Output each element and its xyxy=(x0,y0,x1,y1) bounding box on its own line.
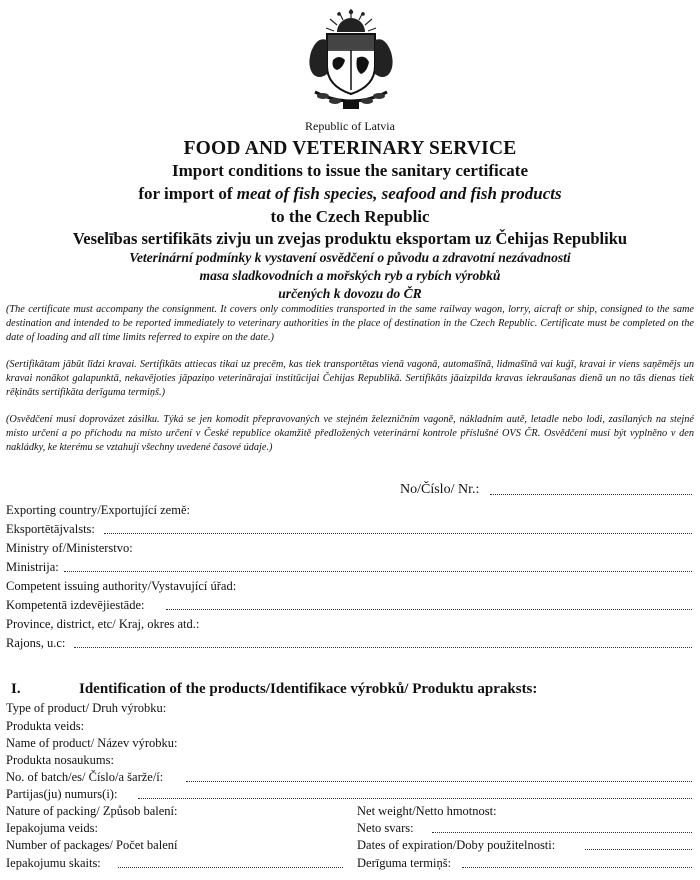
eksportetajvalsts-field[interactable] xyxy=(104,533,692,534)
batch-field[interactable] xyxy=(186,781,692,782)
partijas-label: Partijas(ju) numurs(i): xyxy=(6,787,118,801)
note-czech: (Osvědčení musí doprovázet zásilku. Týká se jen komodit přepravovaných ve stejném železničním vagoně, nákladním autě, letadle nebo lodi, zasílaných na stejné místo určení a po příchodu na místo určení v České republice okamžitě předložených veterinární kontrole příslušné OVS ČR. Osvědčení musí být vyplněno v den nakládky, ke kterému se vztahují všechny uvedené časové údaje.) xyxy=(6,414,694,453)
note-english: (The certificate must accompany the consignment. It covers only commodities transported in the same railway wagon, lorry, aicraft or ship, consigned to the same destination and intended to be reported immediately to veterinary authorities in the place of destination in the Czech Republic. Certificate must be completed on the date of loading and all time limits referred to expire on the date.) xyxy=(6,304,694,343)
ministrija-label: Ministrija: xyxy=(6,560,59,574)
kompetenta-field[interactable] xyxy=(166,609,692,610)
exporting-country-label: Exporting country/Exportující země: xyxy=(6,503,190,517)
latvian-title: Veselības sertifikāts zivju un zvejas produktu eksportam uz Čehijas Republiku xyxy=(72,229,628,248)
batch-label: No. of batch/es/ Číslo/a šarže/í: xyxy=(6,770,164,784)
net-weight-label: Net weight/Netto hmotnost: xyxy=(357,804,497,818)
deriguma-label: Derīguma termiņš: xyxy=(357,856,452,870)
product-name-label: Name of product/ Název výrobku: xyxy=(6,736,178,750)
section-1-number: I. xyxy=(11,681,21,697)
conditions-line-1: Import conditions to issue the sanitary certificate xyxy=(171,161,528,180)
service-title: FOOD AND VETERINARY SERVICE xyxy=(183,138,517,159)
rajons-field[interactable] xyxy=(74,647,692,648)
iepakojumu-skaits-label: Iepakojumu skaits: xyxy=(6,856,101,870)
packages-label: Number of packages/ Počet balení xyxy=(6,838,178,852)
republic-label: Republic of Latvia xyxy=(305,119,395,133)
ministrija-field[interactable] xyxy=(64,571,692,572)
province-label: Province, district, etc/ Kraj, okres atd.: xyxy=(6,617,200,631)
czech-title-line-1: Veterinární podmínky k vystavení osvědčení o původu a zdravotní nezávadnosti xyxy=(129,250,571,265)
czech-title-line-2: masa sladkovodních a mořských ryb a rybích výrobků xyxy=(199,268,501,283)
deriguma-field[interactable] xyxy=(462,867,692,868)
kompetenta-label: Kompetentā izdevējiestāde: xyxy=(6,598,145,612)
expiration-field[interactable] xyxy=(585,849,692,850)
expiration-label: Dates of expiration/Doby použitelnosti: xyxy=(357,838,556,852)
partijas-field[interactable] xyxy=(138,798,692,799)
produkta-nosaukums-field[interactable] xyxy=(134,764,692,765)
czech-title-line-3: určených k dovozu do ČR xyxy=(278,286,422,301)
conditions-line-2 xyxy=(0,184,700,204)
section-1-heading xyxy=(11,681,537,698)
produkta-nosaukums-label: Produkta nosaukums: xyxy=(6,753,114,767)
latvia-coat-of-arms-icon xyxy=(303,2,399,112)
rajons-label: Rajons, u.c: xyxy=(6,636,66,650)
note-latvian: (Sertifikātam jābūt līdzi kravai. Sertifikāts attiecas tikai uz precēm, kas tiek transportētas vienā vagonā, automašīnā, lidmašīnā vai kuģī, kravai ir viens saņēmējs un kravai nonākot galapunktā, nekavējoties jāpaziņo veterinārajai institūcijai Čehijas Republikā. Sertifikāts jāaizpilda kravas iekraušanas dienā un no tās dienas tiek rēķināts sertifikāta derīguma termiņš.) xyxy=(6,359,694,398)
iepakojuma-veids-label: Iepakojuma veids: xyxy=(6,821,98,835)
iepakojumu-skaits-field[interactable] xyxy=(118,867,343,868)
authority-label: Competent issuing authority/Vystavující úřad: xyxy=(6,579,237,593)
produkta-veids-field[interactable] xyxy=(96,730,692,731)
product-type-label: Type of product/ Druh výrobku: xyxy=(6,701,167,715)
eksportetajvalsts-label: Eksportētājvalsts: xyxy=(6,522,95,536)
exporting-country-field[interactable] xyxy=(230,514,692,515)
neto-svars-field[interactable] xyxy=(432,832,692,833)
conditions-line-3: to the Czech Republic xyxy=(270,207,430,226)
packing-label: Nature of packing/ Způsob balení: xyxy=(6,804,178,818)
produkta-veids-label: Produkta veids: xyxy=(6,719,85,733)
section-1-title: Identification of the products/Identifikace výrobků/ Produktu apraksts: xyxy=(79,681,538,697)
certificate-number-label: No/Číslo/ Nr.: xyxy=(400,482,480,497)
neto-svars-label: Neto svars: xyxy=(357,821,414,835)
product-scope: meat of fish species, seafood and fish products xyxy=(236,184,562,203)
ministry-label: Ministry of/Ministerstvo: xyxy=(6,541,133,555)
certificate-number-field[interactable] xyxy=(490,494,692,495)
conditions-line-2-prefix: for import of xyxy=(138,184,237,203)
